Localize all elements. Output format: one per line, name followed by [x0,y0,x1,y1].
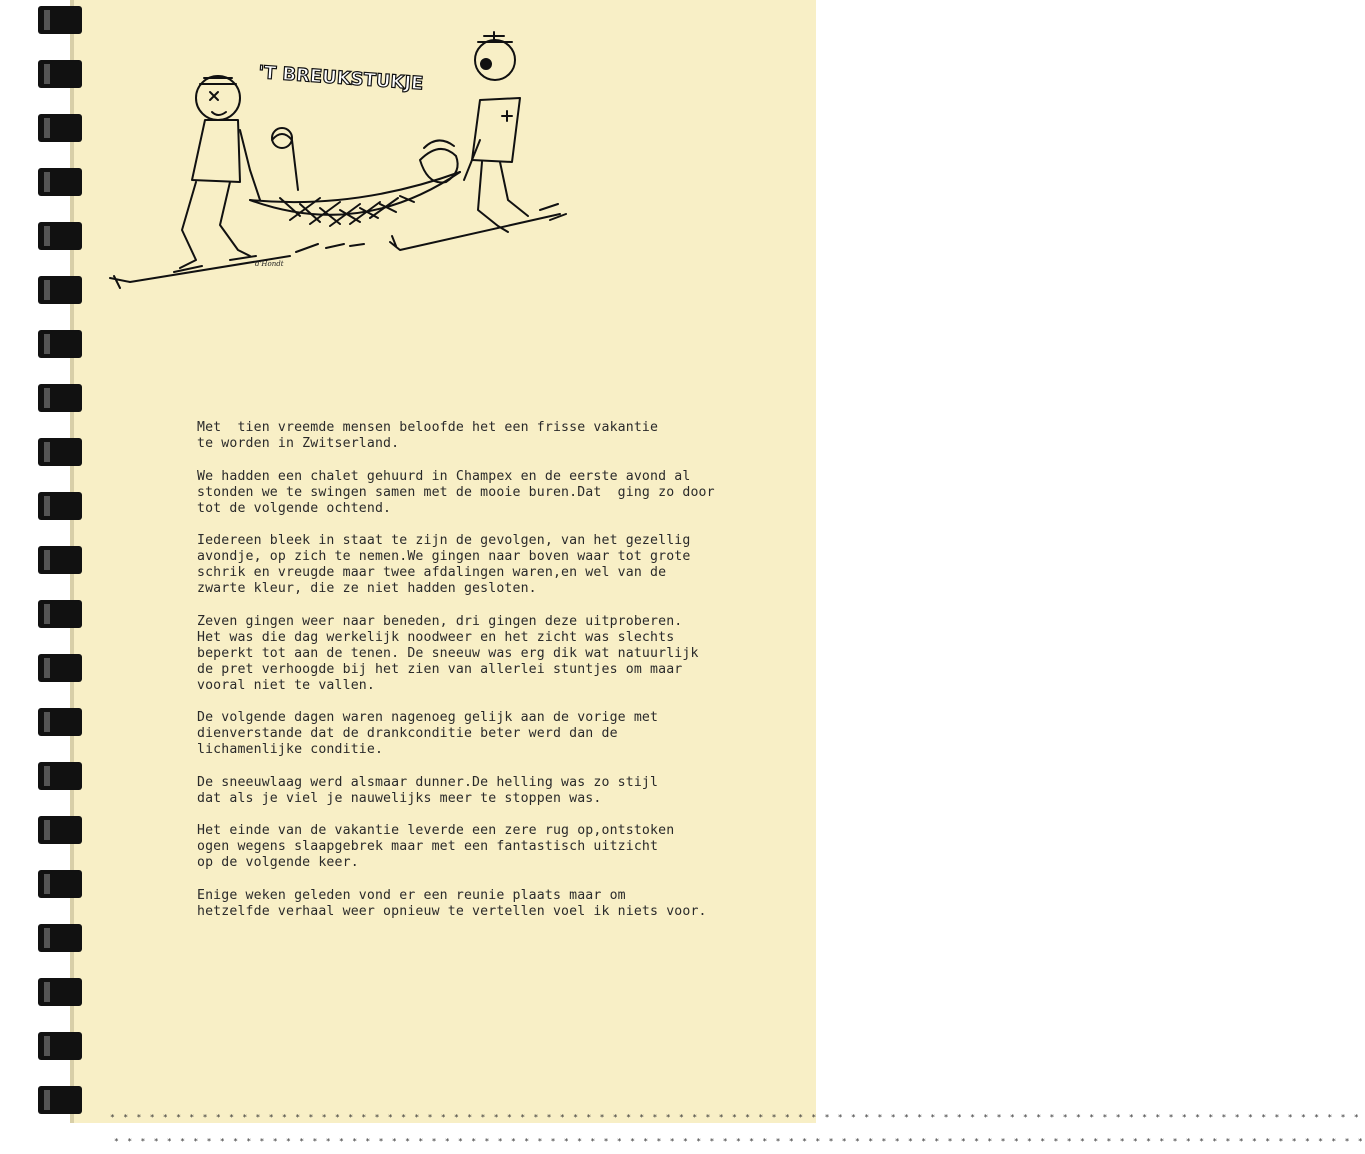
left-rescuer-figure [174,76,260,272]
coil-highlight [44,496,50,516]
paragraph: Zeven gingen weer naar beneden, dri gingen deze uitproberen. Het was die dag werkelijk noodweer en het zicht was slechts beperkt tot aan de tenen. De sneeuw was erg dik wat natuurlijk de pret verhoogde bij het zien van allerlei stuntjes om maar vooral niet te vallen. [197,613,699,693]
coil-highlight [44,226,50,246]
paragraph: Enige weken geleden vond er een reunie plaats maar om hetzelfde verhaal weer opnieuw te vertellen voel ik niets voor. [197,887,707,919]
star-row: * * * * * * * * * * * * * * * * * * * * * * * * * * * * * * * * * * * * * * * * * * * * * * * * * * * * * * * * * * * * * * * * * * * * * * * * * * * * * * * * * * * * * * * * * * * * * * * [110,1113,1361,1122]
coil-highlight [44,64,50,84]
paragraph: We hadden een chalet gehuurd in Champex en de eerste avond al stonden we te swingen samen met de mooie buren.Dat ging zo door tot de volgende ochtend. [197,468,715,516]
paragraph: Met tien vreemde mensen beloofde het een frisse vakantie te worden in Zwitserland. [197,420,659,451]
coil-highlight [44,10,50,30]
coil-highlight [44,712,50,732]
coil-highlight [44,118,50,138]
coil-highlight [44,604,50,624]
coil-highlight [44,1036,50,1056]
paragraph: De volgende dagen waren nagenoeg gelijk aan de vorige met dienverstande dat de drankconditie beter werd dan de lichamenlijke conditie. [197,710,659,757]
coil-highlight [44,334,50,354]
story-text [197,420,797,920]
star-border-footer [110,1098,1365,1146]
coil-highlight [44,820,50,840]
coil-highlight [44,388,50,408]
spiral-binding [0,0,90,1123]
paragraph: De sneeuwlaag werd alsmaar dunner.De helling was zo stijl dat als je viel je nauwelijks meer te stoppen was. [197,774,659,806]
coil-highlight [44,442,50,462]
coil-highlight [44,172,50,192]
right-rescuer-figure [464,32,528,232]
coil-highlight [44,982,50,1002]
coil-highlight [44,280,50,300]
star-row: * * * * * * * * * * * * * * * * * * * * * * * * * * * * * * * * * * * * * * * * * * * * * * * * * * * * * * * * * * * * * * * * * * * * * * * * * * * * * * * * * * * * * * * * * * * * * * * [114,1137,1365,1146]
paragraph: Iedereen bleek in staat te zijn de gevolgen, van het gezellig avondje, op zich te nemen.We gingen naar boven waar tot grote schrik en vreugde maar twee afdalingen waren,en wel van de zwarte kleur, die ze niet hadden gesloten. [197,533,691,596]
cartoon-illustration [100,20,580,300]
speed-marks [296,204,566,252]
artist-signature: d'Hondt [255,260,284,268]
illustration-title: 'T BREUKSTUKJE [257,62,425,95]
coil-highlight [44,550,50,570]
coil-highlight [44,658,50,678]
coil-highlight [44,928,50,948]
paragraph: Het einde van de vakantie leverde een zere rug op,ontstoken ogen wegens slaapgebrek maar met een fantastisch uitzicht op de volgende keer. [197,823,675,870]
coil-highlight [44,766,50,786]
right-ski [390,214,560,250]
coil-highlight [44,1090,50,1110]
stretcher-with-patient [250,128,460,226]
coil-highlight [44,874,50,894]
